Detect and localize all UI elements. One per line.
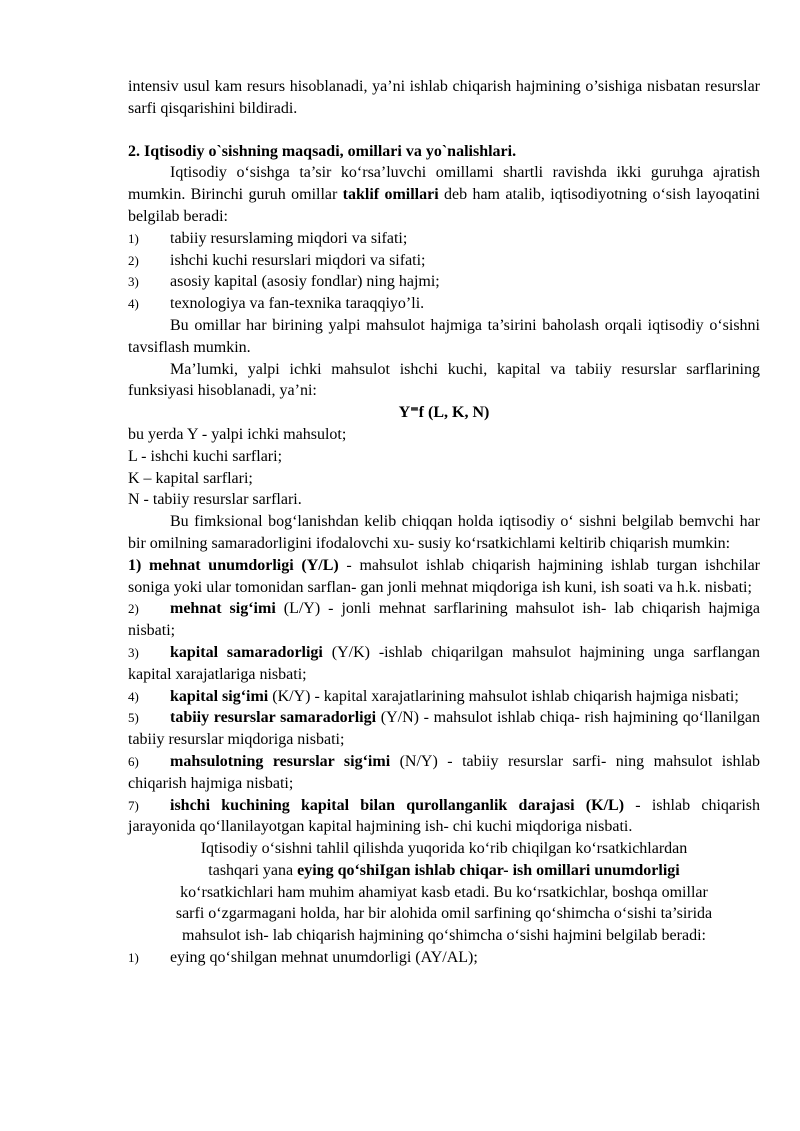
tfp-line: tashqari yana eying qo‘shiIgan ishlab chiqar- ish omillari unumdorligi [208, 861, 680, 879]
list-item: 1) tabiiy resurslaming miqdori va sifati; [128, 229, 408, 247]
function-paragraph: Ma’lumki, yalpi ichki mahsulot ishchi kuchi, kapital va tabiiy resurslar sarflarining funksiyasi hisoblanadi, ya’ni: [128, 360, 760, 400]
factors-paragraph: Iqtisodiy o‘sishga ta’sir ko‘rsa’luvchi omillami shartli ravishda ikki guruhga ajratish mumkin. Birinchi guruh omillar taklif omillari deb ham atalib, iqtisodiyotning o‘sish layoqatini belgilab beradi: [128, 164, 761, 225]
indicator-item: 2) mehnat sig‘imi (L/Y) - jonli mehnat sarflarining mahsulot ish- lab chiqarish hajmiga nisbati; [128, 600, 760, 640]
indicator-item: 4) kapital sig‘imi (K/Y) - kapital xarajatlarining mahsulot ishlab chiqarish hajmiga nisbati; [128, 687, 739, 705]
indicator-item: 7) ishchi kuchining kapital bilan qurollanganlik darajasi (K/L) - ishlab chiqarish jarayonida qo‘llanilayotgan kapital hajmining ish- chi kuchi miqdoriga nisbati. [128, 796, 760, 836]
list-item: 3) asosiy kapital (asosiy fondlar) ning hajmi; [128, 273, 440, 291]
definition-line: bu yerda Y - yalpi ichki mahsulot; [128, 425, 347, 443]
intro-paragraph: intensiv usul kam resurs hisoblanadi, ya’ni ishlab chiqarish hajmining o’sishiga nisbatan resurslar sarfi qisqarishini bildiradi. [128, 78, 760, 117]
list-item: 1) eying qo‘shilgan mehnat unumdorligi (AY/AL); [128, 949, 478, 967]
indicator-item: 1) mehnat unumdorligi (Y/L) - mahsulot ishlab chiqarish hajmining ishlab turgan ishchilar soniga yoki ular tomonidan sarflan- gan jonli mehnat miqdoriga ish kuni, ish soati va h.k. nisbati; [128, 556, 761, 596]
definition-line: K – kapital sarflari; [128, 469, 253, 487]
list-item: 4) texnologiya va fan-texnika taraqqiyo’li. [128, 295, 425, 313]
tfp-paragraph [128, 838, 760, 947]
tfp-line: sarfi o‘zgarmagani holda, har bir alohida omil sarfining qo‘shimcha o‘sishi ta’sirida [175, 905, 713, 923]
definition-line: N - tabiiy resurslar sarflari. [128, 491, 302, 509]
supply-factors-list [128, 228, 760, 315]
tfp-line: Iqtisodiy o‘sishni tahlil qilishda yuqorida ko‘rib chiqilgan ko‘rsatkichlardan [200, 840, 688, 858]
assessment-paragraph: Bu omillar har birining yalpi mahsulot hajmiga ta’sirini baholash orqali iqtisodiy o‘sishni tavsiflash mumkin. [128, 316, 760, 356]
tfp-line: mahsulot ish- lab chiqarish hajmining qo‘shimcha o‘sishi hajmini belgilab beradi: [182, 927, 706, 945]
indicators-paragraph: Bu fimksional bog‘lanishdan kelib chiqqan holda iqtisodiy o‘ sishni belgilab bemvchi har bir omilning samaradorligini ifodalovchi xu- susiy ko‘rsatkichlami keltirib chiqarish mumkin: [128, 513, 760, 552]
indicators-list [128, 598, 760, 838]
section-heading: 2. Iqtisodiy o`sishning maqsadi, omillari va yo`nalishlari. [128, 142, 517, 160]
indicator-item: 6) mahsulotning resurslar sig‘imi (N/Y) - tabiiy resurslar sarfi- ning mahsulot ishlab chiqarish hajmiga nisbati; [128, 752, 760, 792]
list-item: 2) ishchi kuchi resurslari miqdori va sifati; [128, 251, 426, 269]
production-function-formula: Y⁼f (L, K, N) [398, 404, 490, 422]
indicator-item: 5) tabiiy resurslar samaradorligi (Y/N) - mahsulot ishlab chiqa- rish hajmining qo‘llanilgan tabiiy resurslar miqdoriga nisbati; [128, 709, 761, 749]
indicator-item: 3) kapital samaradorligi (Y/K) -ishlab chiqarilgan mahsulot hajmining unga sarflangan kapital xarajatlariga nisbati; [128, 643, 760, 683]
tfp-line: ko‘rsatkichlari ham muhim ahamiyat kasb etadi. Bu ko‘rsatkichlar, boshqa omillar [180, 883, 708, 901]
document-page [128, 76, 760, 969]
definition-line: L - ishchi kuchi sarflari; [128, 447, 283, 465]
